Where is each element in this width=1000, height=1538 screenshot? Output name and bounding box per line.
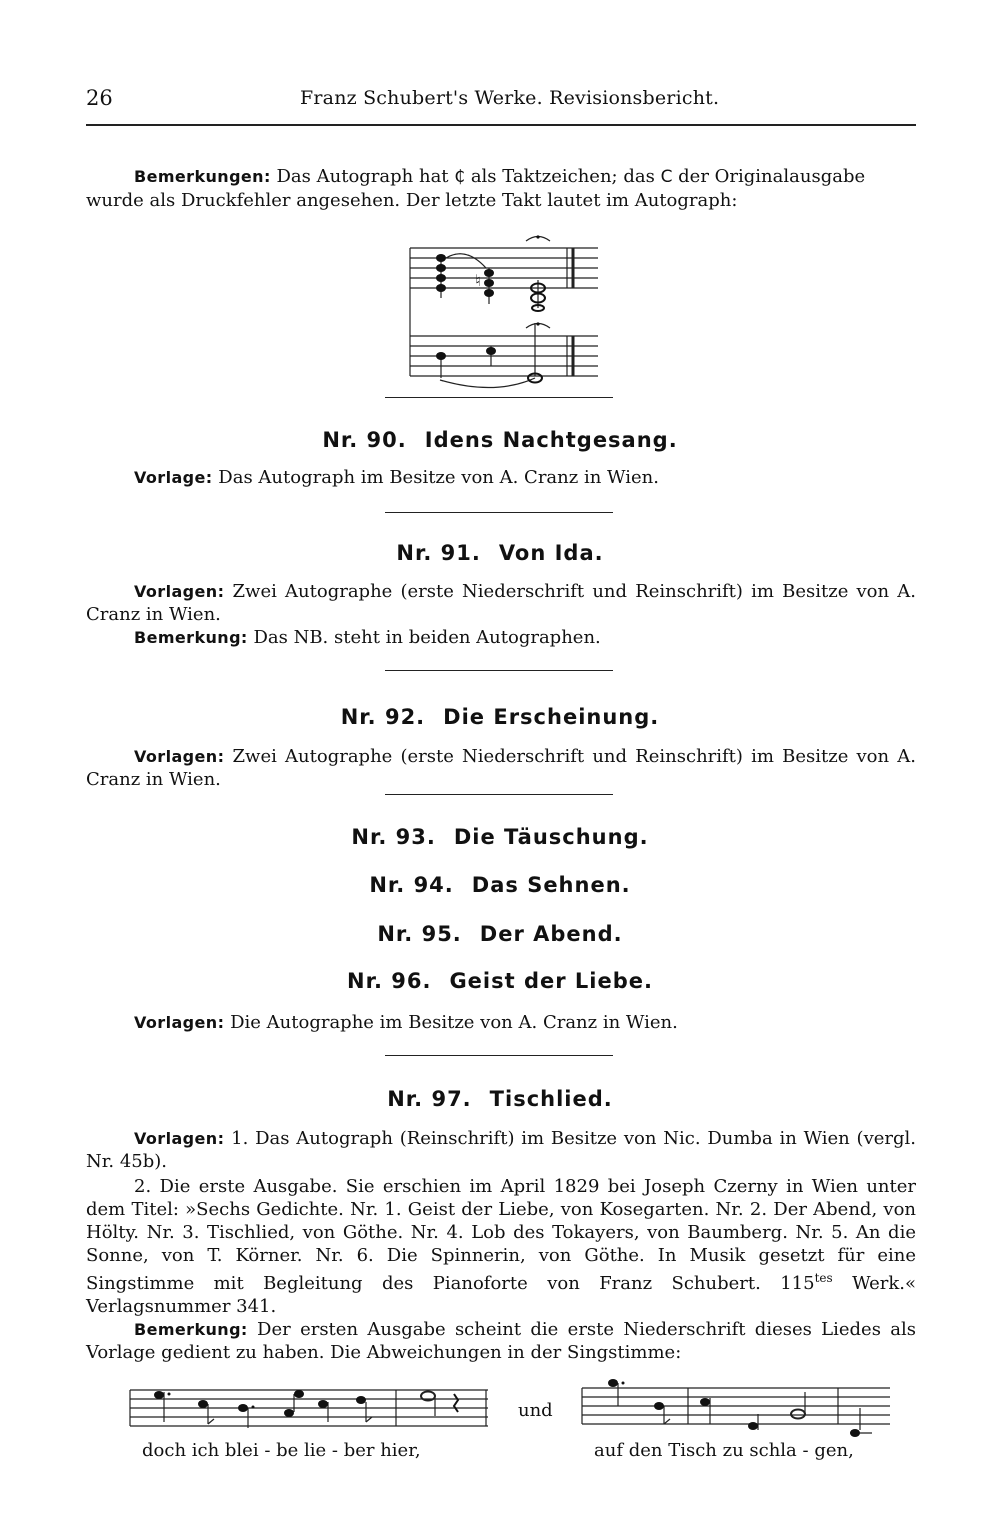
nr96-source-text: Die Autographe im Besitze von A. Cranz in Wien. bbox=[224, 1012, 678, 1033]
heading-nr91 bbox=[0, 541, 1000, 565]
header-rule bbox=[86, 124, 916, 126]
section-divider-97 bbox=[385, 1055, 613, 1056]
heading-nr95 bbox=[0, 922, 1000, 946]
heading-nr94 bbox=[0, 873, 1000, 897]
examples-connector: und bbox=[518, 1400, 553, 1421]
section-divider-92 bbox=[385, 670, 613, 671]
nr96-source bbox=[86, 1011, 916, 1034]
nr97-opus-suffix: tes bbox=[814, 1271, 833, 1285]
nr96-title: Geist der Liebe. bbox=[449, 969, 653, 993]
svg-text:♮: ♮ bbox=[475, 271, 481, 290]
nr90-source-text: Das Autograph im Besitze von A. Cranz in Wien. bbox=[212, 467, 659, 488]
common-time-symbol: C bbox=[660, 167, 673, 187]
section-divider-91 bbox=[385, 512, 613, 513]
nr97-remark-label: Bemerkung: bbox=[134, 1320, 248, 1339]
nr90-title: Idens Nachtgesang. bbox=[424, 428, 678, 452]
cut-time-symbol: ₵ bbox=[454, 167, 466, 187]
nr91-source-text: Zwei Autographe (erste Niederschrift und Reinschrift) im Besitze von A. Cranz in Wien. bbox=[86, 581, 916, 625]
remark-label: Bemerkungen: bbox=[134, 167, 271, 186]
lyrics-example-2: auf den Tisch zu schla - gen, bbox=[594, 1440, 854, 1461]
remark-text-c: der Originalausgabe wurde als Druckfehler angesehen. Der letzte Takt lautet im Autograph: bbox=[86, 166, 866, 211]
vocal-example-2 bbox=[580, 1378, 892, 1440]
section-divider-90 bbox=[385, 397, 613, 398]
nr91-source-label: Vorlagen: bbox=[134, 582, 225, 601]
nr97-remark-text: Der ersten Ausgabe scheint die erste Niederschrift dieses Liedes als Vorlage gedient zu haben. Die Abweichungen in der Singstimme: bbox=[86, 1319, 916, 1363]
heading-nr97 bbox=[0, 1087, 1000, 1111]
nr96-source-label: Vorlagen: bbox=[134, 1013, 225, 1032]
nr97-remark bbox=[86, 1318, 916, 1364]
nr91-remark bbox=[86, 626, 916, 649]
nr90-source bbox=[86, 466, 916, 489]
section-divider-93 bbox=[385, 794, 613, 795]
vocal-example-1 bbox=[128, 1382, 490, 1438]
nr94-title: Das Sehnen. bbox=[471, 873, 631, 897]
running-title: Franz Schubert's Werke. Revisionsbericht. bbox=[300, 87, 720, 109]
nr97-number: Nr. 97. bbox=[387, 1087, 472, 1111]
nr97-source-label: Vorlagen: bbox=[134, 1129, 225, 1148]
nr91-source bbox=[86, 580, 916, 626]
nr92-source-text: Zwei Autographe (erste Niederschrift und Reinschrift) im Besitze von A. Cranz in Wien. bbox=[86, 746, 916, 790]
nr91-remark-label: Bemerkung: bbox=[134, 628, 248, 647]
nr95-number: Nr. 95. bbox=[377, 922, 462, 946]
heading-nr93 bbox=[0, 825, 1000, 849]
nr95-title: Der Abend. bbox=[479, 922, 623, 946]
nr97-source-2 bbox=[86, 1175, 916, 1318]
nr92-title: Die Erscheinung. bbox=[443, 705, 660, 729]
nr92-source-label: Vorlagen: bbox=[134, 747, 225, 766]
nr91-remark-text: Das NB. steht in beiden Autographen. bbox=[247, 627, 601, 648]
nr90-source-label: Vorlage: bbox=[134, 468, 213, 487]
nr97-source-text-1: 1. Das Autograph (Reinschrift) im Besitze von Nic. Dumba in Wien (vergl. Nr. 45b). bbox=[86, 1128, 916, 1172]
nr92-source bbox=[86, 745, 916, 791]
intro-remark bbox=[86, 165, 916, 212]
nr97-source-text-2b: Werk.« Verlagsnummer 341. bbox=[86, 1273, 916, 1317]
nr96-number: Nr. 96. bbox=[347, 969, 432, 993]
last-measure-score bbox=[400, 228, 610, 393]
nr97-title: Tischlied. bbox=[489, 1087, 613, 1111]
nr93-title: Die Täuschung. bbox=[453, 825, 649, 849]
remark-text-b: als Taktzeichen; das bbox=[465, 166, 661, 187]
nr97-source-1 bbox=[86, 1127, 916, 1173]
page-number: 26 bbox=[86, 86, 113, 110]
lyrics-example-1: doch ich blei - be lie - ber hier, bbox=[142, 1440, 421, 1461]
nr91-title: Von Ida. bbox=[498, 541, 604, 565]
heading-nr96 bbox=[0, 969, 1000, 993]
nr94-number: Nr. 94. bbox=[369, 873, 454, 897]
nr92-number: Nr. 92. bbox=[340, 705, 426, 729]
remark-text-a: Das Autograph hat bbox=[270, 166, 455, 187]
heading-nr90 bbox=[0, 428, 1000, 452]
nr91-number: Nr. 91. bbox=[396, 541, 481, 565]
nr97-source-text-2a: 2. Die erste Ausgabe. Sie erschien im April 1829 bei Joseph Czerny in Wien unter dem Titel: »Sechs Gedichte. Nr. 1. Geist der Liebe, von Kosegarten. Nr. 2. Der Abend, von Hölty. Nr. 3. Tischlied, von Göthe. Nr. 4. Lob des Tokayers, von Baumberg. Nr. 5. An die Sonne, von T. Körner. Nr. 6. Die Spinnerin, von Göthe. In Musik gesetzt für eine Singstimme mit Begleitung des Pianoforte von Franz Schubert. 115 bbox=[86, 1176, 916, 1294]
heading-nr92 bbox=[0, 705, 1000, 729]
nr90-number: Nr. 90. bbox=[322, 428, 407, 452]
nr93-number: Nr. 93. bbox=[351, 825, 436, 849]
